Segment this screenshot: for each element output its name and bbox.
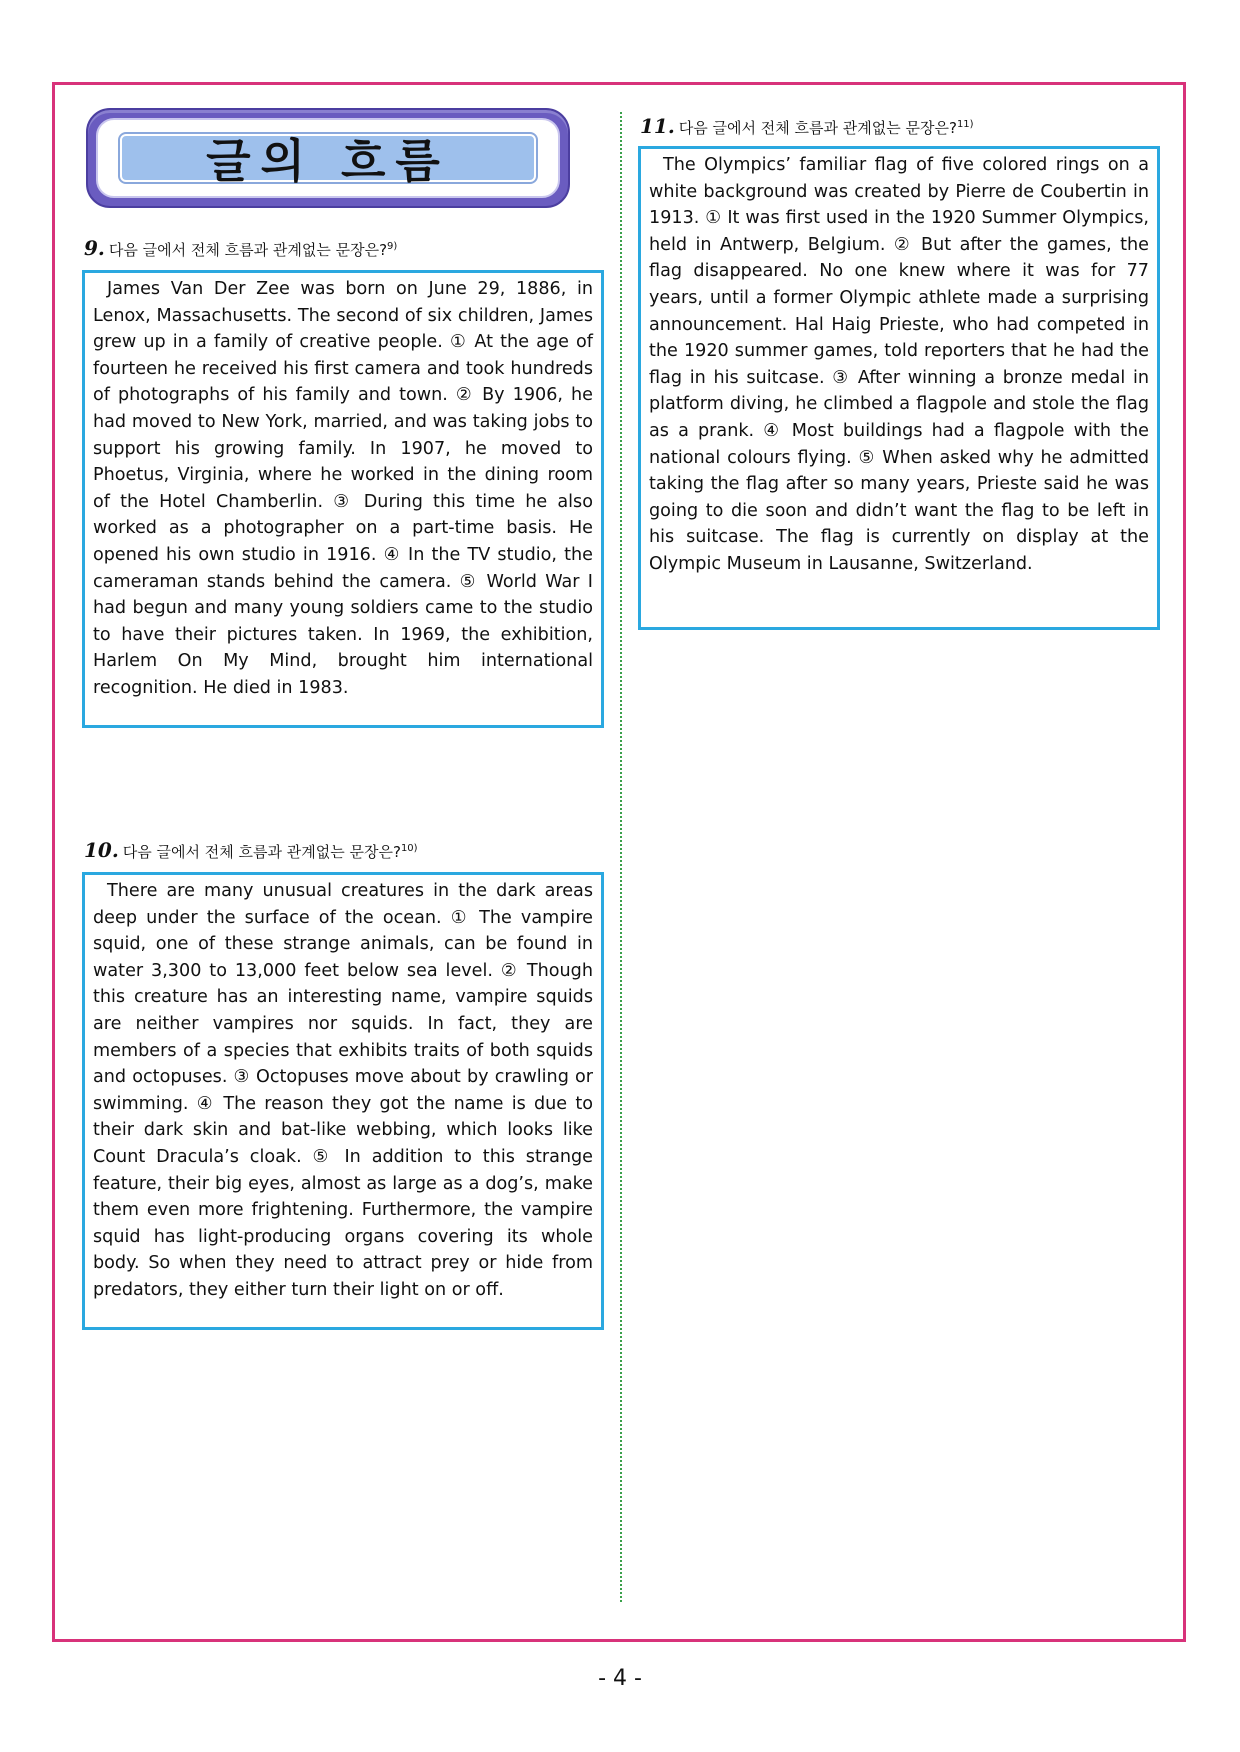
- question-9-passage: James Van Der Zee was born on June 29, 1886, in Lenox, Massachusetts. The second of six children, James grew up in a family of creative people. ① At the age of fourteen he received his first camera and took hundreds of photographs of his family and town. ② By 1906, he had moved to New York, married, and was taking jobs to support his growing family. In 1907, he moved to Phoetus, Virginia, where he worked in the dining room of the Hotel Chamberlin. ③ During this time he also worked as a photographer on a part-time basis. He opened his own studio in 1916. ④ In the TV studio, the cameraman stands behind the camera. ⑤ World War Ⅰ had begun and many young soldiers came to the studio to have their pictures taken. In 1969, the exhibition, Harlem On My Mind, brought him international recognition. He died in 1983.: [82, 270, 604, 728]
- question-prompt: 다음 글에서 전체 흐름과 관계없는 문장은?: [122, 843, 401, 861]
- footnote-marker: 9): [387, 241, 398, 252]
- question-11-header: [640, 114, 974, 138]
- question-number: 9.: [84, 236, 105, 260]
- banner-frame: [96, 118, 560, 198]
- question-number: 11.: [640, 114, 675, 138]
- question-prompt: 다음 글에서 전체 흐름과 관계없는 문장은?: [678, 119, 957, 137]
- page-number: - 4 -: [598, 1666, 642, 1691]
- question-number: 10.: [84, 838, 119, 862]
- section-title: 글의 흐름: [206, 134, 450, 188]
- question-11-passage: The Olympics’ familiar flag of five colored rings on a white background was created by Pierre de Coubertin in 1913. ① It was first used in the 1920 Summer Olympics, held in Antwerp, Belgium. ② But after the games, the flag disappeared. No one knew where it was for 77 years, until a former Olympic athlete made a surprising announcement. Hal Haig Prieste, who had competed in the 1920 summer games, told reporters that he had the flag in his suitcase. ③ After winning a bronze medal in platform diving, he climbed a flagpole and stole the flag as a prank. ④ Most buildings had a flagpole with the national colours flying. ⑤ When asked why he admitted taking the flag after so many years, Prieste said he was going to die soon and didn’t want the flag to be left in his suitcase. The flag is currently on display at the Olympic Museum in Lausanne, Switzerland.: [638, 146, 1160, 630]
- footnote-marker: 11): [956, 119, 974, 130]
- column-divider: [620, 112, 622, 1602]
- question-10-header: [84, 838, 418, 862]
- question-10-passage: There are many unusual creatures in the dark areas deep under the surface of the ocean. ① The vampire squid, one of these strange animals, can be found in water 3,300 to 13,000 feet below sea level. ② Though this creature has an interesting name, vampire squids are neither vampires nor squids. In fact, they are members of a species that exhibits traits of both squids and octopuses. ③ Octopuses move about by crawling or swimming. ④ The reason they got the name is due to their dark skin and bat-like webbing, which looks like Count Dracula’s cloak. ⑤ In addition to this strange feature, their big eyes, almost as large as a dog’s, make them even more frightening. Furthermore, the vampire squid has light-producing organs covering its whole body. So when they need to attract prey or hide from predators, they either turn their light on or off.: [82, 872, 604, 1330]
- banner-panel: [120, 134, 536, 188]
- section-banner: [86, 108, 570, 208]
- question-9-header: [84, 236, 397, 260]
- footnote-marker: 10): [400, 843, 418, 854]
- question-prompt: 다음 글에서 전체 흐름과 관계없는 문장은?: [108, 241, 388, 259]
